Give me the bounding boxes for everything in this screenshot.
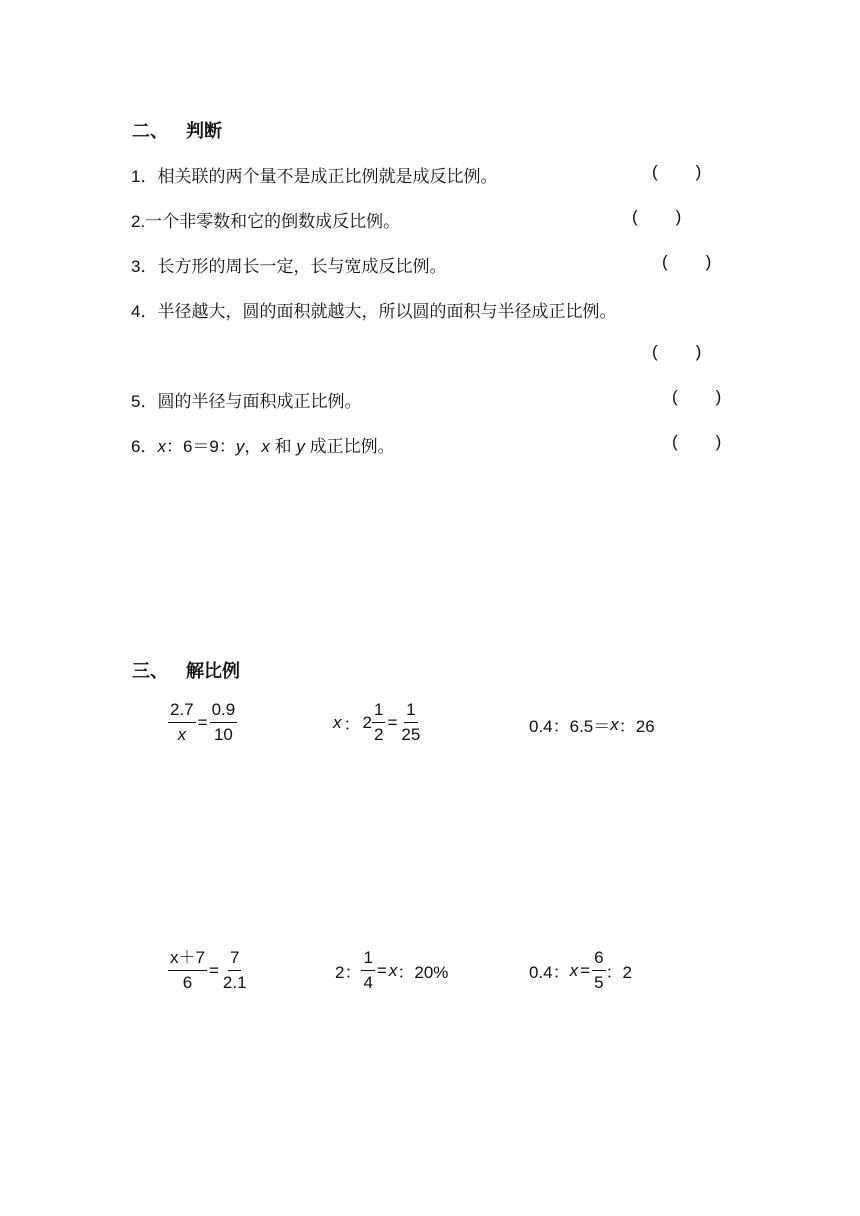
numerator: 1 [372,700,385,723]
equation-2 [333,700,422,746]
paren-open: ( [672,387,678,406]
equation-5 [335,948,448,994]
numerator: x＋7 [168,948,207,971]
denominator: 2.1 [222,973,247,993]
equation-3 [529,712,655,737]
fraction [210,700,238,746]
answer-blank-1[interactable] [652,162,701,182]
denominator: 2 [373,725,384,745]
eq3-right: ：26 [618,717,655,736]
denominator: 6 [182,973,193,993]
equation-1 [168,700,237,746]
numerator: 0.9 [210,700,238,723]
q6-ratio: ：6＝9： [165,437,236,456]
equals-sign: = [580,960,591,980]
question-4: 4．半径越大，圆的面积就越大，所以圆的面积与半径成正比例。 [131,302,617,321]
fraction [168,700,196,746]
section-title: 判断 [186,121,222,141]
paren-open: ( [652,162,658,181]
eq6-right: ：2 [605,963,633,983]
equals-sign: = [208,960,219,980]
eq5-right: ：20% [397,963,449,983]
var-x: x [261,437,270,456]
denominator: 5 [594,973,604,993]
section-heading-solve-proportion [132,657,240,683]
answer-blank-5[interactable] [672,387,721,407]
numerator: 6 [592,948,605,971]
numerator: 1 [404,700,417,723]
section-heading-judge [132,117,222,143]
fraction [168,948,207,994]
var-x: x [157,437,166,456]
numerator: 1 [361,948,374,971]
answer-blank-6[interactable] [672,432,721,452]
equals-sign: = [387,712,398,732]
answer-blank-3[interactable] [662,252,711,272]
paren-close: ) [675,207,682,226]
numerator: 2.7 [168,700,196,723]
denominator: 4 [363,973,373,993]
paren-close: ) [695,342,702,361]
paren-close: ) [715,432,722,451]
question-6 [131,432,395,457]
question-5: 5．圆的半径与面积成正比例。 [131,392,362,411]
paren-open: ( [652,342,658,361]
q6-prefix: 6． [131,437,158,456]
mixed-number [363,700,386,746]
paren-close: ) [705,252,712,271]
denominator: 25 [401,725,421,745]
fraction [592,948,605,994]
var-y: y [235,437,245,456]
var-x: x [569,960,579,980]
section-number: 二、 [132,121,168,141]
var-x: x [388,960,398,980]
fraction [372,700,385,746]
eq3-left: 0.4：6.5＝ [529,717,611,736]
denominator: 10 [213,725,233,745]
paren-open: ( [672,432,678,451]
ratio-colon: ： [343,715,361,735]
q6-and: 和 [269,437,297,456]
numerator: 7 [228,948,241,971]
whole-part: 2 [362,712,372,732]
section-title: 解比例 [186,661,240,681]
equals-sign: = [197,712,208,732]
paren-close: ) [715,387,722,406]
equals-sign: = [376,960,387,980]
equation-6 [529,948,632,994]
fraction [221,948,249,994]
var-y: y [296,437,305,456]
var-x: x [610,714,619,734]
fraction [361,948,374,994]
section-number: 三、 [132,661,168,681]
answer-blank-2[interactable] [632,207,681,227]
var-x: x [333,712,342,732]
answer-blank-4[interactable] [652,342,701,362]
question-3: 3．长方形的周长一定，长与宽成反比例。 [131,257,447,276]
fraction [399,700,422,746]
denominator: x [177,725,187,745]
question-1: 1．相关联的两个量不是成正比例就是成反比例。 [131,167,498,186]
q6-suffix: 成正比例。 [304,437,395,456]
question-2: 2.一个非零数和它的倒数成反比例。 [131,212,401,231]
paren-close: ) [695,162,702,181]
eq6-left: 0.4： [529,963,570,983]
q6-sep: ， [244,437,262,456]
paren-open: ( [632,207,638,226]
eq5-left: 2： [335,963,362,983]
paren-open: ( [662,252,668,271]
equation-4 [168,948,249,994]
